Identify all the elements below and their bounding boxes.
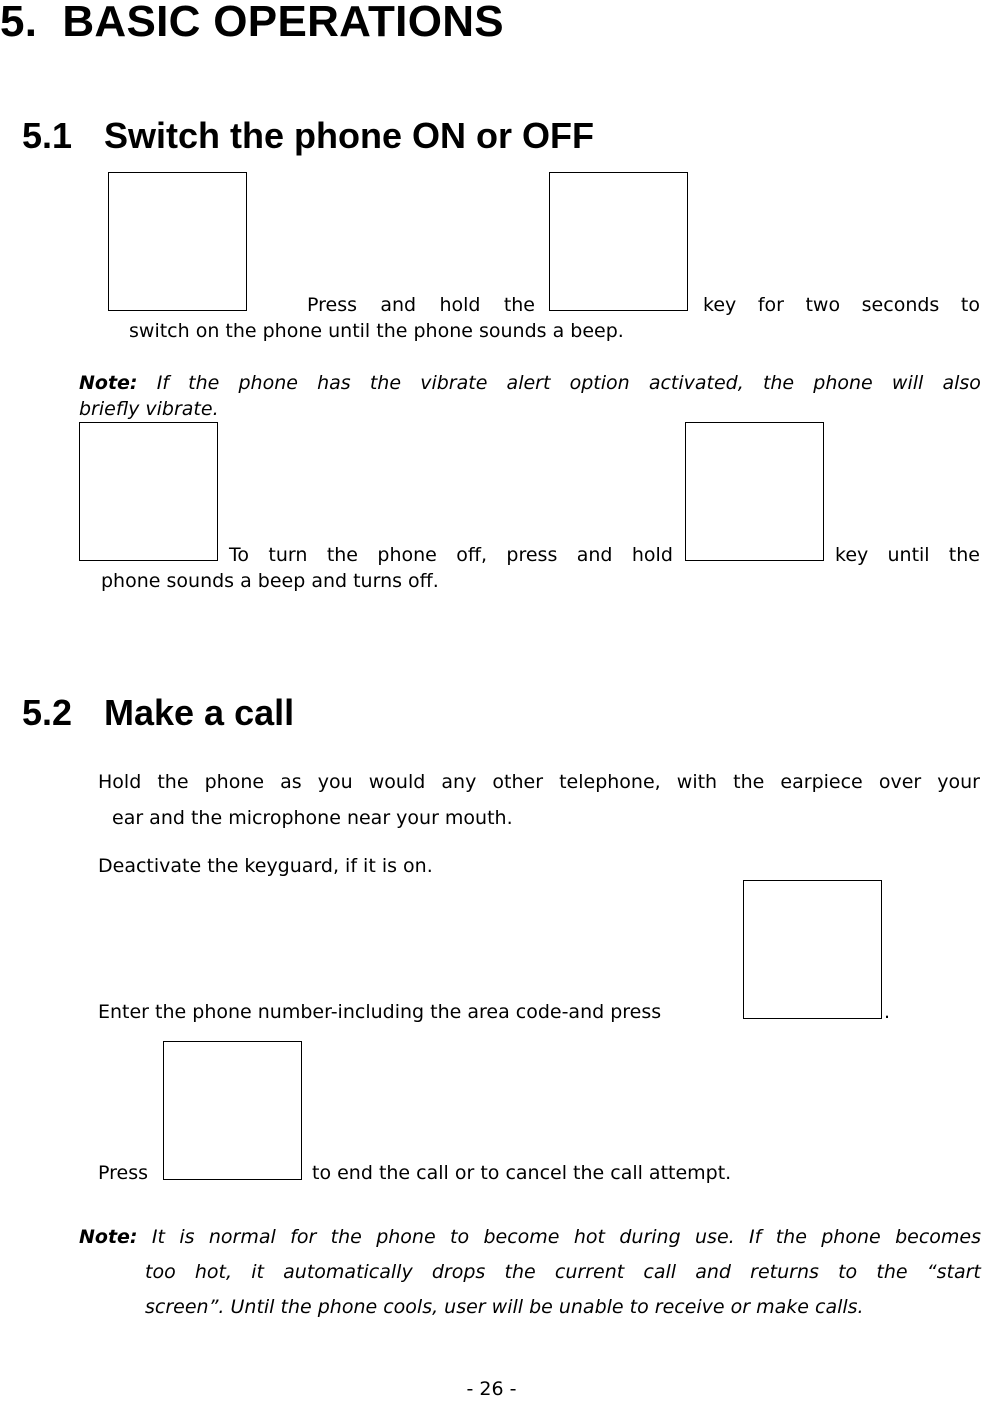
note-hot-line2: too hot, it automatically drops the current call and returns to the “start [145, 1261, 981, 1283]
note-hot-line3: screen”. Until the phone cools, user will be unable to receive or make calls. [145, 1296, 864, 1318]
switch-on-text-part2: key for two seconds to [703, 294, 980, 316]
note-hot-line1: Note: It is normal for the phone to become hot during use. If the phone becomes [79, 1226, 981, 1248]
section-number: 5.2 [22, 692, 73, 733]
send-key-icon [743, 880, 882, 1019]
section-5-2-heading [22, 693, 294, 733]
power-key-icon [549, 172, 688, 311]
switch-on-text-line2: switch on the phone until the phone sounds a beep. [129, 320, 624, 342]
switch-off-text-part1: To turn the phone off, press and hold [229, 544, 673, 566]
enter-number-text: Enter the phone number-including the area code-and press [98, 1001, 662, 1023]
chapter-title [0, 0, 504, 46]
hold-phone-line1: Hold the phone as you would any other telephone, with the earpiece over your [98, 771, 980, 793]
enter-number-period: . [884, 1001, 891, 1023]
end-call-text: to end the call or to cancel the call attempt. [312, 1162, 732, 1184]
section-title: Switch the phone ON or OFF [104, 115, 594, 156]
note-vibrate: Note: If the phone has the vibrate alert option activated, the phone will also [79, 372, 981, 394]
note-label: Note: [79, 372, 138, 394]
deactivate-keyguard-text: Deactivate the keyguard, if it is on. [98, 855, 433, 877]
switch-off-text-part2: key until the [835, 544, 980, 566]
note-vibrate-line2: briefly vibrate. [79, 398, 219, 420]
section-title: Make a call [104, 692, 295, 733]
hold-phone-line2: ear and the microphone near your mouth. [112, 807, 513, 829]
page-number: - 26 - [466, 1378, 517, 1400]
power-key-icon [79, 422, 218, 561]
chapter-number: 5. [0, 0, 38, 46]
switch-on-text-part1: Press and hold the [307, 294, 535, 316]
press-label: Press [98, 1162, 149, 1184]
power-key-icon [108, 172, 247, 311]
switch-off-text-line2: phone sounds a beep and turns off. [101, 570, 439, 592]
section-5-1-heading [22, 116, 594, 156]
note-label: Note: [79, 1226, 138, 1248]
end-key-icon [163, 1041, 302, 1180]
section-number: 5.1 [22, 115, 73, 156]
power-key-icon [685, 422, 824, 561]
chapter-title-text: BASIC OPERATIONS [62, 0, 504, 46]
